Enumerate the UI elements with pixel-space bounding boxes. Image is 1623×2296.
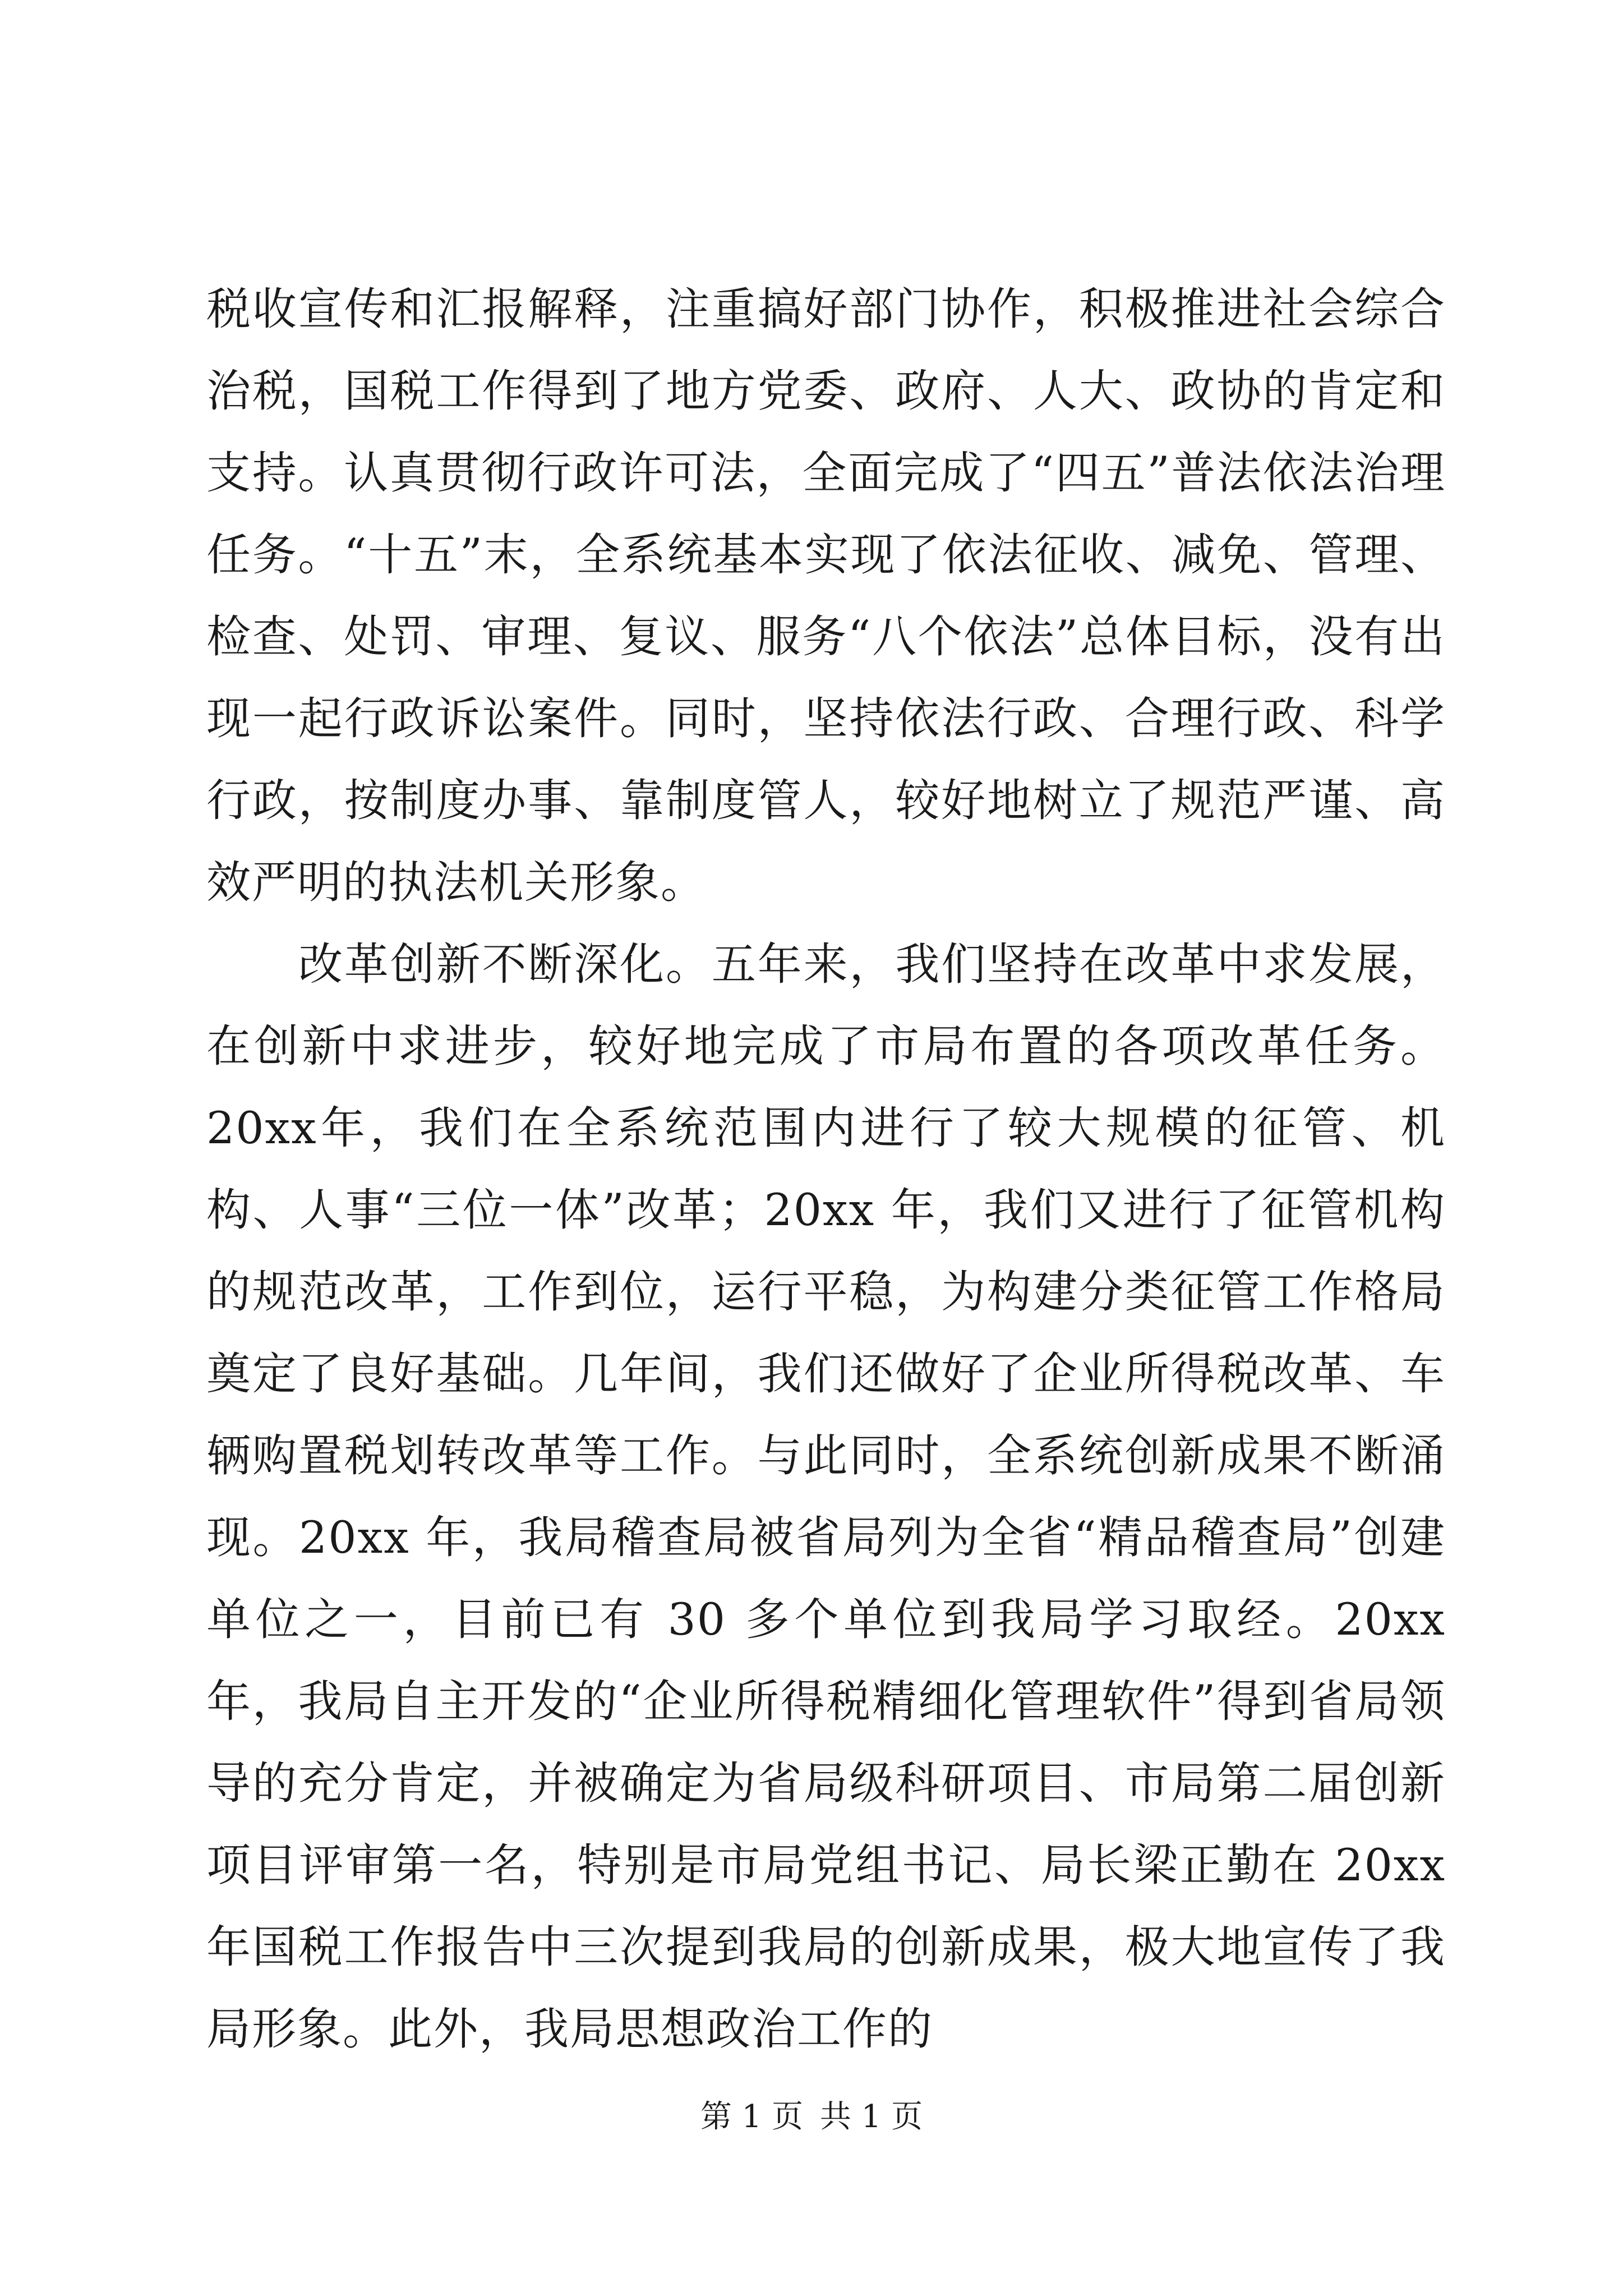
paragraph-rule-of-law: 税收宣传和汇报解释，注重搞好部门协作，积极推进社会综合治税，国税工作得到了地方党委、政府、人大、政协的肯定和支持。认真贯彻行政许可法，全面完成了“四五”普法依法治理任务。“十五”末，全系统基本实现了依法征收、减免、管理、检查、处罚、审理、复议、服务“八个依法”总体目标，没有出现一起行政诉讼案件。同时，坚持依法行政、合理行政、科学行政，按制度办事、靠制度管人，较好地树立了规范严谨、高效严明的执法机关形象。 <box>206 283 1446 908</box>
page-number: 第 1 页 <box>700 2099 804 2135</box>
paragraph-reform-innovation: 改革创新不断深化。五年来，我们坚持在改革中求发展，在创新中求进步，较好地完成了市局布置的各项改革任务。20xx年，我们在全系统范围内进行了较大规模的征管、机构、人事“三位一体”改革；20xx 年，我们又进行了征管机构的规范改革，工作到位，运行平稳，为构建分类征管工作格局奠定了良好基础。几年间，我们还做好了企业所得税改革、车辆购置税划转改革等工作。与此同时，全系统创新成果不断涌现。20xx 年，我局稽查局被省局列为全省“精品稽查局”创建单位之一，目前已有 30 多个单位到我局学习取经。20xx 年，我局自主开发的“企业所得税精细化管理软件”得到省局领导的充分肯定，并被确定为省局级科研项目、市局第二届创新项目评审第一名，特别是市局党组书记、局长梁正勤在 20xx 年国税工作报告中三次提到我局的创新成果，极大地宣传了我局形象。此外，我局思想政治工作的 <box>206 938 1446 2055</box>
page-total: 共 1 页 <box>819 2099 923 2135</box>
document-body <box>206 268 1446 2070</box>
page-footer <box>0 2097 1623 2137</box>
